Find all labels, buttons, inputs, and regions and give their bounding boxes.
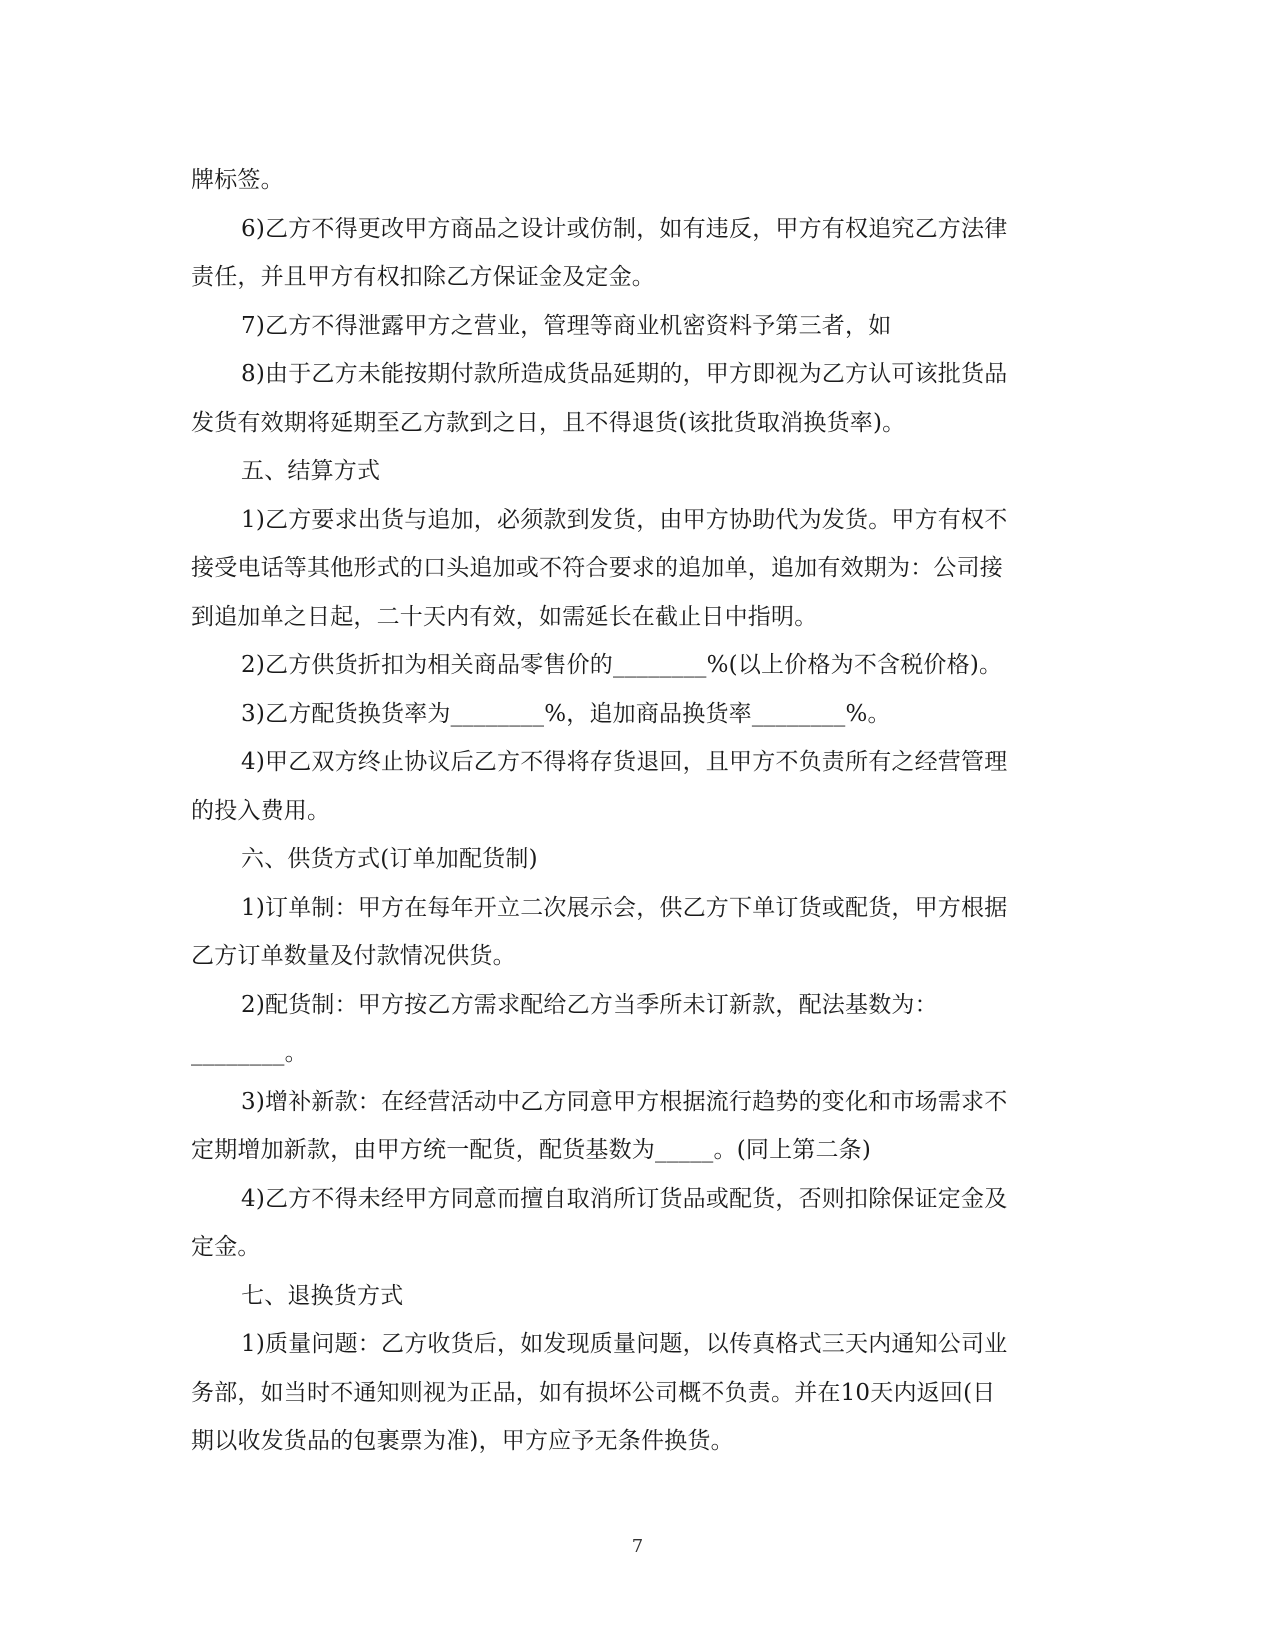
text-line: 4)乙方不得未经甲方同意而擅自取消所订货品或配货，否则扣除保证定金及: [241, 1185, 1008, 1212]
text-line: 的投入费用。: [191, 797, 331, 824]
text-line: 3)乙方配货换货率为________%，追加商品换货率________%。: [241, 700, 891, 727]
text-line: 发货有效期将延期至乙方款到之日，且不得退货(该批货取消换货率)。: [191, 409, 906, 436]
text-line: 定金。: [191, 1234, 261, 1260]
text-line: 1)乙方要求出货与追加，必须款到发货，由甲方协助代为发货。甲方有权不: [241, 506, 1008, 533]
text-line: 乙方订单数量及付款情况供货。: [191, 943, 516, 969]
text-line: 五、结算方式: [241, 458, 381, 484]
text-line: 1)质量问题：乙方收货后，如发现质量问题，以传真格式三天内通知公司业: [241, 1331, 1008, 1357]
text-line: 7)乙方不得泄露甲方之营业，管理等商业机密资料予第三者，如: [241, 312, 892, 339]
page-number: 7: [631, 1536, 644, 1557]
text-line: 接受电话等其他形式的口头追加或不符合要求的追加单，追加有效期为：公司接: [191, 555, 1003, 581]
text-line: 六、供货方式(订单加配货制): [241, 846, 538, 872]
text-line: 2)乙方供货折扣为相关商品零售价的________%(以上价格为不含税价格)。: [241, 652, 1003, 678]
text-line: 定期增加新款，由甲方统一配货，配货基数为_____。(同上第二条): [191, 1137, 872, 1163]
text-line: ________。: [191, 1040, 308, 1066]
text-line: 责任，并且甲方有权扣除乙方保证金及定金。: [191, 264, 655, 290]
text-line: 3)增补新款：在经营活动中乙方同意甲方根据流行趋势的变化和市场需求不: [241, 1088, 1008, 1115]
text-line: 4)甲乙双方终止协议后乙方不得将存货退回，且甲方不负责所有之经营管理: [241, 749, 1008, 775]
text-line: 6)乙方不得更改甲方商品之设计或仿制，如有违反，甲方有权追究乙方法律: [241, 215, 1008, 242]
text-line: 2)配货制：甲方按乙方需求配给乙方当季所未订新款，配法基数为：: [241, 991, 938, 1018]
text-line: 期以收发货品的包裹票为准)，甲方应予无条件换货。: [191, 1428, 734, 1454]
text-line: 牌标签。: [191, 167, 284, 193]
text-line: 1)订单制：甲方在每年开立二次展示会，供乙方下单订货或配货，甲方根据: [241, 894, 1008, 921]
text-line: 8)由于乙方未能按期付款所造成货品延期的，甲方即视为乙方认可该批货品: [241, 361, 1008, 387]
text-line: 七、退换货方式: [241, 1282, 404, 1309]
text-line: 到追加单之日起，二十天内有效，如需延长在截止日中指明。: [191, 603, 818, 630]
document-body: [191, 156, 1071, 1466]
text-line: 务部，如当时不通知则视为正品，如有损坏公司概不负责。并在10天内返回(日: [191, 1379, 996, 1406]
